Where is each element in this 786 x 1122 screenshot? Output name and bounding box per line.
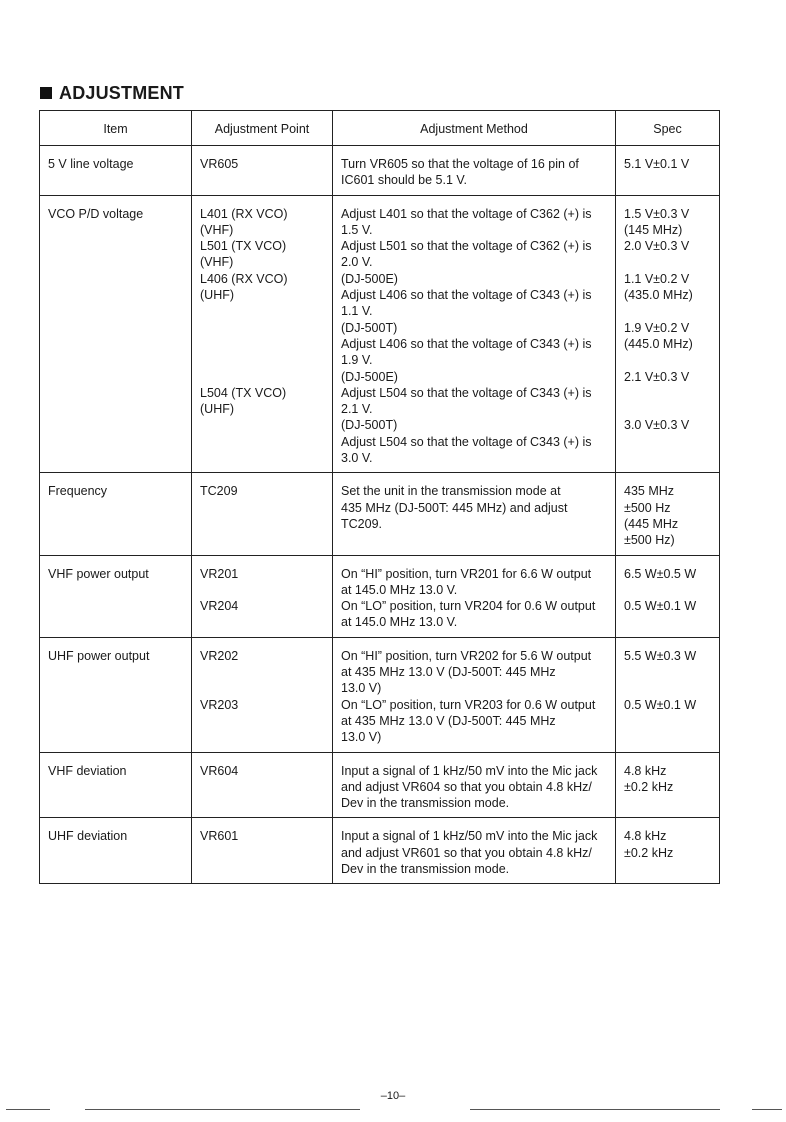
square-bullet-icon (40, 87, 52, 99)
table-row (40, 473, 720, 555)
adjustment-method-cell: On “HI” position, turn VR202 for 5.6 W output at 435 MHz 13.0 V (DJ-500T: 445 MHz 13.0 V) On “LO” position, turn VR203 for 0.6 W output at 435 MHz 13.0 V (DJ-500T: 445 MHz 13.0 V) (333, 637, 616, 752)
adjustment-point-cell: VR601 (192, 818, 333, 884)
adjustment-method-cell: Input a signal of 1 kHz/50 mV into the Mic jack and adjust VR601 so that you obtain 4.8 kHz/ Dev in the transmission mode. (333, 818, 616, 884)
spec-cell: 4.8 kHz ±0.2 kHz (616, 752, 720, 818)
table-row (40, 146, 720, 196)
footer-rule-edge (752, 1109, 782, 1110)
adjustment-point-cell: VR604 (192, 752, 333, 818)
adjustment-method-cell: On “HI” position, turn VR201 for 6.6 W output at 145.0 MHz 13.0 V. On “LO” position, turn VR204 for 0.6 W output at 145.0 MHz 13.0 V. (333, 555, 616, 637)
item-cell: Frequency (40, 473, 192, 555)
spec-cell: 5.1 V±0.1 V (616, 146, 720, 196)
item-cell: VHF deviation (40, 752, 192, 818)
item-cell: UHF deviation (40, 818, 192, 884)
header-spec: Spec (616, 111, 720, 146)
header-adjustment-point: Adjustment Point (192, 111, 333, 146)
spec-cell: 1.5 V±0.3 V (145 MHz) 2.0 V±0.3 V 1.1 V±0.2 V (435.0 MHz) 1.9 V±0.2 V (445.0 MHz) 2.1 V±0.3 V 3.0 V±0.3 V (616, 195, 720, 473)
item-cell: UHF power output (40, 637, 192, 752)
header-adjustment-method: Adjustment Method (333, 111, 616, 146)
footer-rule-right (470, 1109, 720, 1110)
table-row (40, 818, 720, 884)
table-row (40, 555, 720, 637)
footer-rule-mid (85, 1109, 360, 1110)
adjustment-point-cell: VR605 (192, 146, 333, 196)
table-row (40, 195, 720, 473)
adjustment-method-cell: Input a signal of 1 kHz/50 mV into the Mic jack and adjust VR604 so that you obtain 4.8 kHz/ Dev in the transmission mode. (333, 752, 616, 818)
item-cell: 5 V line voltage (40, 146, 192, 196)
adjustment-method-cell: Turn VR605 so that the voltage of 16 pin of IC601 should be 5.1 V. (333, 146, 616, 196)
item-cell: VHF power output (40, 555, 192, 637)
table-row (40, 637, 720, 752)
adjustment-point-cell: VR201 VR204 (192, 555, 333, 637)
section-title: ADJUSTMENT (59, 83, 185, 103)
adjustment-table (39, 110, 720, 884)
table-row (40, 752, 720, 818)
item-cell: VCO P/D voltage (40, 195, 192, 473)
adjustment-point-cell: VR202 VR203 (192, 637, 333, 752)
spec-cell: 6.5 W±0.5 W 0.5 W±0.1 W (616, 555, 720, 637)
section-heading (40, 83, 184, 104)
spec-cell: 5.5 W±0.3 W 0.5 W±0.1 W (616, 637, 720, 752)
page-number: –10– (380, 1090, 406, 1102)
spec-cell: 4.8 kHz ±0.2 kHz (616, 818, 720, 884)
footer-rule-left (6, 1109, 50, 1110)
header-row (40, 111, 720, 146)
adjustment-point-cell: TC209 (192, 473, 333, 555)
adjustment-method-cell: Adjust L401 so that the voltage of C362 (+) is 1.5 V. Adjust L501 so that the voltage of C362 (+) is 2.0 V. (DJ-500E) Adjust L406 so that the voltage of C343 (+) is 1.1 V. (DJ-500T) Adjust L406 so that the voltage of C343 (+) is 1.9 V. (DJ-500E) Adjust L504 so that the voltage of C343 (+) is 2.1 V. (DJ-500T) Adjust L504 so that the voltage of C343 (+) is 3.0 V. (333, 195, 616, 473)
header-item: Item (40, 111, 192, 146)
adjustment-method-cell: Set the unit in the transmission mode at 435 MHz (DJ-500T: 445 MHz) and adjust TC209. (333, 473, 616, 555)
spec-cell: 435 MHz ±500 Hz (445 MHz ±500 Hz) (616, 473, 720, 555)
adjustment-point-cell: L401 (RX VCO) (VHF) L501 (TX VCO) (VHF) L406 (RX VCO) (UHF) L504 (TX VCO) (UHF) (192, 195, 333, 473)
